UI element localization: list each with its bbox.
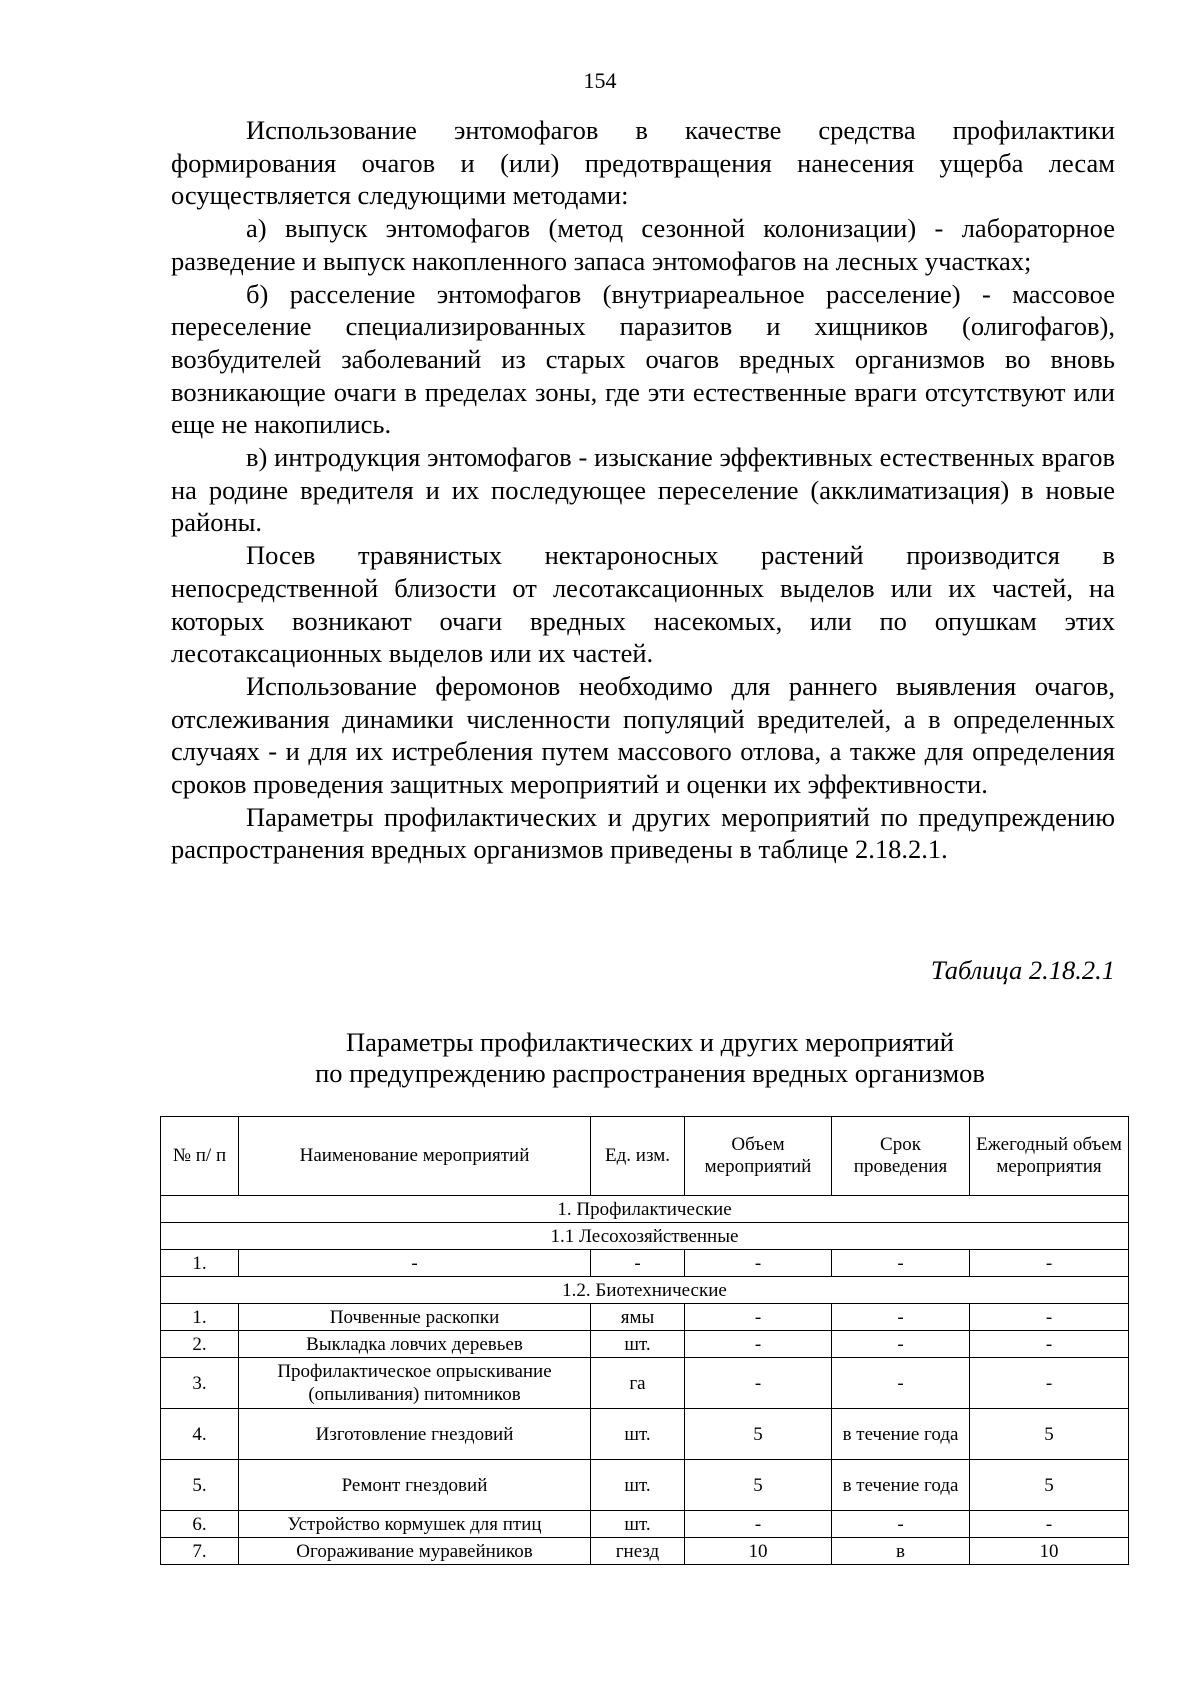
cell-num: 5. — [161, 1460, 239, 1511]
section-row — [161, 1196, 1129, 1223]
cell-num: 1. — [161, 1250, 239, 1277]
section-title: 1.2. Биотехнические — [161, 1277, 1129, 1304]
cell-unit: шт. — [591, 1409, 685, 1460]
paragraph: б) расселение энтомофагов (внутриареальное расселение) - массовое переселение специализированных паразитов и хищников (олигофагов), возбудителей заболеваний из старых очагов вредных организмов во вновь возникающие очаги в пределах зоны, где эти естественные враги отсутствуют или еще не накопились. — [171, 278, 1115, 440]
section-row — [161, 1223, 1129, 1250]
table-row — [161, 1358, 1129, 1409]
cell-term: - — [832, 1331, 970, 1358]
cell-term: в течение года — [832, 1460, 970, 1511]
paragraph: Параметры профилактических и других мероприятий по предупреждению распространения вредных организмов приведены в таблице 2.18.2.1. — [171, 801, 1115, 865]
table-title-line: по предупреждению распространения вредных организмов — [315, 1058, 985, 1088]
table-row — [161, 1511, 1129, 1538]
paragraph: в) интродукция энтомофагов - изыскание эффективных естественных врагов на родине вредителя и их последующее переселение (акклиматизация) в новые районы. — [171, 442, 1115, 538]
cell-annual: - — [970, 1331, 1129, 1358]
cell-term: - — [832, 1250, 970, 1277]
cell-annual: - — [970, 1250, 1129, 1277]
cell-name: Профилактическое опрыскивание (опыливания) питомников — [239, 1358, 591, 1409]
table-row — [161, 1331, 1129, 1358]
header-annual: Ежегодный объем мероприятия — [970, 1117, 1129, 1196]
cell-term: - — [832, 1511, 970, 1538]
cell-unit: шт. — [591, 1460, 685, 1511]
cell-annual: - — [970, 1511, 1129, 1538]
cell-annual: - — [970, 1358, 1129, 1409]
cell-annual: - — [970, 1304, 1129, 1331]
cell-volume: - — [685, 1331, 832, 1358]
cell-volume: 10 — [685, 1538, 832, 1565]
cell-term: в — [832, 1538, 970, 1565]
cell-annual: 10 — [970, 1538, 1129, 1565]
cell-annual: 5 — [970, 1460, 1129, 1511]
table-header-row — [161, 1117, 1129, 1196]
paragraph: Использование феромонов необходимо для раннего выявления очагов, отслеживания динамики численности популяций вредителей, а в определенных случаях - и для их истребления путем массового отлова, а также для определения сроков проведения защитных мероприятий и оценки их эффективности. — [171, 670, 1115, 800]
cell-name: Ремонт гнездовий — [239, 1460, 591, 1511]
cell-volume: - — [685, 1358, 832, 1409]
paragraph: Использование энтомофагов в качестве средства профилактики формирования очагов и (или) предотвращения нанесения ущерба лесам осуществляется следующими методами: — [171, 115, 1115, 211]
table-row — [161, 1304, 1129, 1331]
table-row — [161, 1538, 1129, 1565]
cell-unit: - — [591, 1250, 685, 1277]
cell-term: в течение года — [832, 1409, 970, 1460]
cell-name: Почвенные раскопки — [239, 1304, 591, 1331]
cell-name: - — [239, 1250, 591, 1277]
cell-name: Огораживание муравейников — [239, 1538, 591, 1565]
cell-num: 4. — [161, 1409, 239, 1460]
cell-name: Выкладка ловчих деревьев — [239, 1331, 591, 1358]
section-title: 1. Профилактические — [161, 1196, 1129, 1223]
paragraph: а) выпуск энтомофагов (метод сезонной колонизации) - лабораторное разведение и выпуск накопленного запаса энтомофагов на лесных участках; — [171, 213, 1115, 276]
cell-unit: ямы — [591, 1304, 685, 1331]
cell-num: 7. — [161, 1538, 239, 1565]
body-text — [171, 114, 1115, 866]
table-row — [161, 1250, 1129, 1277]
cell-unit: шт. — [591, 1511, 685, 1538]
header-volume: Объем мероприятий — [685, 1117, 832, 1196]
cell-term: - — [832, 1304, 970, 1331]
cell-volume: - — [685, 1250, 832, 1277]
section-title: 1.1 Лесохозяйственные — [161, 1223, 1129, 1250]
cell-num: 2. — [161, 1331, 239, 1358]
table-title — [0, 1027, 1200, 1089]
header-num: № п/ п — [161, 1117, 239, 1196]
cell-volume: - — [685, 1511, 832, 1538]
cell-num: 6. — [161, 1511, 239, 1538]
cell-unit: га — [591, 1358, 685, 1409]
cell-unit: шт. — [591, 1331, 685, 1358]
table-row — [161, 1460, 1129, 1511]
cell-volume: - — [685, 1304, 832, 1331]
table-title-line: Параметры профилактических и других мероприятий — [346, 1027, 954, 1057]
header-unit: Ед. изм. — [591, 1117, 685, 1196]
cell-volume: 5 — [685, 1460, 832, 1511]
cell-name: Изготовление гнездовий — [239, 1409, 591, 1460]
section-row — [161, 1277, 1129, 1304]
table-row — [161, 1409, 1129, 1460]
header-term: Срок проведения — [832, 1117, 970, 1196]
page-number: 154 — [583, 68, 617, 93]
measures-table-wrapper — [160, 1116, 1128, 1565]
header-name: Наименование мероприятий — [239, 1117, 591, 1196]
table-caption: Таблица 2.18.2.1 — [930, 955, 1115, 985]
cell-num: 3. — [161, 1358, 239, 1409]
measures-table — [160, 1116, 1129, 1565]
cell-name: Устройство кормушек для птиц — [239, 1511, 591, 1538]
cell-annual: 5 — [970, 1409, 1129, 1460]
cell-term: - — [832, 1358, 970, 1409]
cell-unit: гнезд — [591, 1538, 685, 1565]
cell-volume: 5 — [685, 1409, 832, 1460]
cell-num: 1. — [161, 1304, 239, 1331]
paragraph: Посев травянистых нектароносных растений производится в непосредственной близости от лесотаксационных выделов или их частей, на которых возникают очаги вредных насекомых, или по опушкам этих лесотаксационных выделов или их частей. — [171, 540, 1115, 669]
